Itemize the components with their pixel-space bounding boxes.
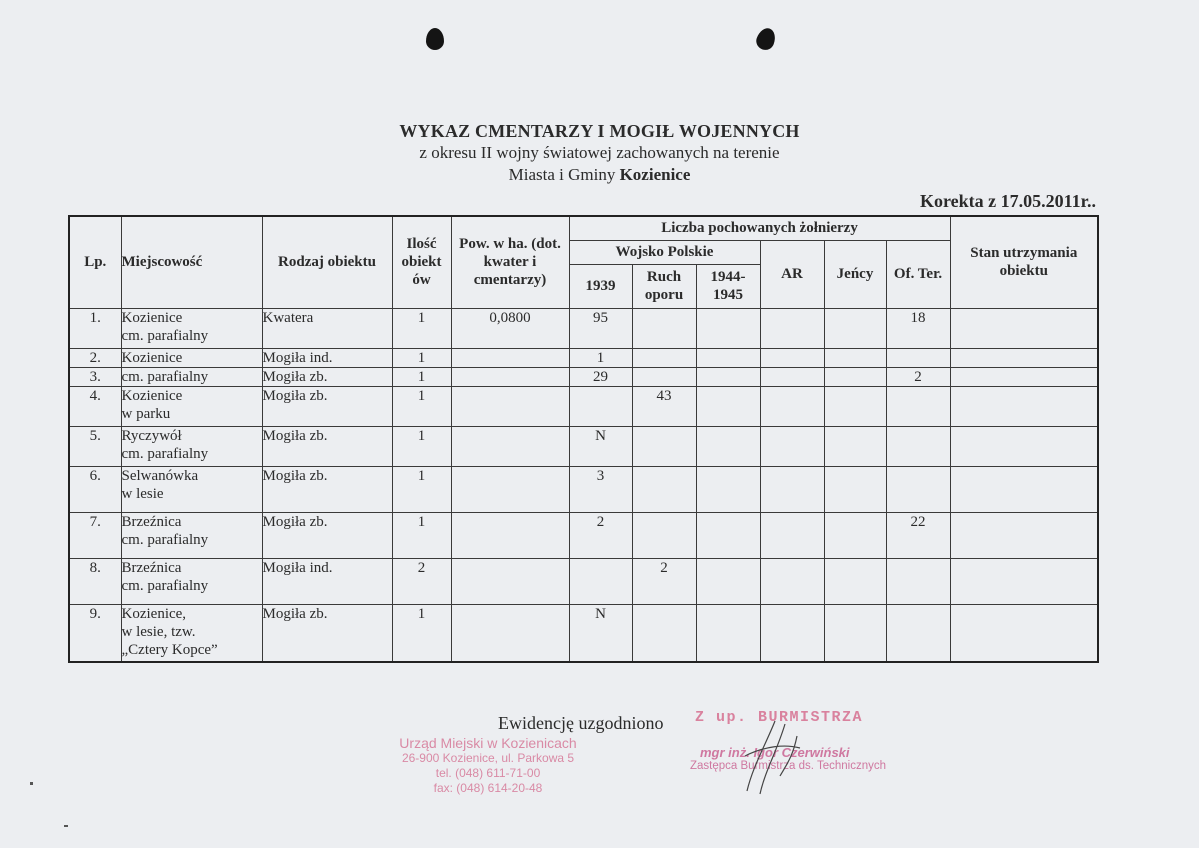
cell-qty: 2 bbox=[392, 558, 451, 604]
cell-lp: 4. bbox=[69, 386, 121, 426]
place-line: Selwanówka bbox=[121, 467, 199, 484]
cell-of-ter: 18 bbox=[886, 308, 950, 348]
cell-type: Mogiła zb. bbox=[262, 466, 392, 512]
cell-ruch-oporu bbox=[632, 426, 696, 466]
place-line: cm. parafialny bbox=[121, 577, 209, 594]
place-line: cm. parafialny bbox=[121, 531, 209, 548]
cell-ruch-oporu bbox=[632, 367, 696, 386]
cell-of-ter bbox=[886, 426, 950, 466]
cell-type: Mogiła ind. bbox=[262, 348, 392, 367]
document-title: WYKAZ CMENTARZY I MOGIŁ WOJENNYCH bbox=[399, 121, 800, 141]
place-line: Brzeźnica bbox=[121, 559, 182, 576]
header-jency: Jeńcy bbox=[824, 240, 886, 308]
place-line: Kozienice bbox=[121, 387, 183, 404]
punch-hole-right bbox=[754, 26, 778, 53]
cell-ruch-oporu: 2 bbox=[632, 558, 696, 604]
header-1939: 1939 bbox=[569, 264, 632, 308]
cell-1944 bbox=[696, 558, 760, 604]
cell-qty: 1 bbox=[392, 512, 451, 558]
cell-ruch-oporu: 43 bbox=[632, 386, 696, 426]
cell-of-ter: 22 bbox=[886, 512, 950, 558]
cell-lp: 5. bbox=[69, 426, 121, 466]
cell-ruch-oporu bbox=[632, 308, 696, 348]
document-location bbox=[0, 164, 1199, 186]
cell-jency bbox=[824, 466, 886, 512]
cell-lp: 8. bbox=[69, 558, 121, 604]
cell-ruch-oporu bbox=[632, 348, 696, 367]
office-stamp-line: tel. (048) 611-71-00 bbox=[435, 766, 541, 780]
office-stamp-line: fax: (048) 614-20-48 bbox=[433, 781, 543, 795]
header-pow: Pow. w ha. (dot. kwater i cmentarzy) bbox=[451, 216, 569, 308]
cell-jency bbox=[824, 558, 886, 604]
document-subtitle: z okresu II wojny światowej zachowanych na terenie bbox=[419, 143, 780, 162]
cell-lp: 9. bbox=[69, 604, 121, 662]
cell-1939: 3 bbox=[569, 466, 632, 512]
cell-qty: 1 bbox=[392, 367, 451, 386]
cell-1939: 2 bbox=[569, 512, 632, 558]
cell-lp: 2. bbox=[69, 348, 121, 367]
cell-1944 bbox=[696, 512, 760, 558]
cell-stan bbox=[950, 308, 1098, 348]
cell-1944 bbox=[696, 348, 760, 367]
cell-place bbox=[121, 466, 262, 512]
punch-hole-left bbox=[426, 28, 444, 50]
cell-ar bbox=[760, 558, 824, 604]
cell-type: Mogiła zb. bbox=[262, 386, 392, 426]
cell-type: Mogiła zb. bbox=[262, 512, 392, 558]
cell-stan bbox=[950, 367, 1098, 386]
cell-type: Kwatera bbox=[262, 308, 392, 348]
cell-1939: N bbox=[569, 426, 632, 466]
cell-of-ter bbox=[886, 604, 950, 662]
cell-qty: 1 bbox=[392, 386, 451, 426]
table-row bbox=[69, 558, 1098, 604]
cell-1939: 95 bbox=[569, 308, 632, 348]
place-line: cm. parafialny bbox=[121, 327, 209, 344]
signatory-name: mgr inż. Igor Czerwiński bbox=[700, 745, 850, 760]
place-line: Brzeźnica bbox=[121, 513, 182, 530]
cell-stan bbox=[950, 604, 1098, 662]
cell-area bbox=[451, 604, 569, 662]
cell-place bbox=[121, 604, 262, 662]
cell-of-ter: 2 bbox=[886, 367, 950, 386]
cell-area bbox=[451, 558, 569, 604]
agreed-text: Ewidencję uzgodniono bbox=[498, 713, 664, 733]
cell-qty: 1 bbox=[392, 466, 451, 512]
cell-ar bbox=[760, 426, 824, 466]
cell-lp: 1. bbox=[69, 308, 121, 348]
cell-ar bbox=[760, 604, 824, 662]
office-stamp-line: Urząd Miejski w Kozienicach bbox=[399, 735, 577, 751]
header-ar: AR bbox=[760, 240, 824, 308]
table-row bbox=[69, 348, 1098, 367]
header-stan: Stan utrzymania obiektu bbox=[950, 216, 1098, 308]
cell-ar bbox=[760, 466, 824, 512]
place-line: cm. parafialny bbox=[121, 368, 209, 385]
cell-ar bbox=[760, 348, 824, 367]
cell-of-ter bbox=[886, 348, 950, 367]
mayor-stamp: Z up. BURMISTRZA bbox=[695, 709, 864, 726]
cell-ar bbox=[760, 367, 824, 386]
scan-speck bbox=[64, 825, 68, 827]
cell-1939 bbox=[569, 558, 632, 604]
location-prefix: Miasta i Gminy bbox=[508, 165, 616, 184]
cell-jency bbox=[824, 604, 886, 662]
document-header bbox=[0, 120, 1199, 186]
cell-place bbox=[121, 426, 262, 466]
cell-jency bbox=[824, 308, 886, 348]
cemetery-table bbox=[68, 215, 1099, 663]
location-name: Kozienice bbox=[619, 165, 691, 184]
header-wojsko-polskie: Wojsko Polskie bbox=[569, 240, 760, 264]
cell-1944 bbox=[696, 308, 760, 348]
cell-place bbox=[121, 558, 262, 604]
table-row bbox=[69, 466, 1098, 512]
cell-qty: 1 bbox=[392, 604, 451, 662]
cell-qty: 1 bbox=[392, 308, 451, 348]
cell-area bbox=[451, 426, 569, 466]
place-line: w lesie bbox=[121, 485, 164, 502]
cell-area: 0,0800 bbox=[451, 308, 569, 348]
header-of-ter: Of. Ter. bbox=[886, 240, 950, 308]
cell-1944 bbox=[696, 466, 760, 512]
cell-of-ter bbox=[886, 466, 950, 512]
cell-area bbox=[451, 348, 569, 367]
table-row bbox=[69, 426, 1098, 466]
cell-jency bbox=[824, 367, 886, 386]
cell-lp: 6. bbox=[69, 466, 121, 512]
place-line: Kozienice bbox=[121, 349, 183, 366]
cell-type: Mogiła zb. bbox=[262, 426, 392, 466]
cell-1939: N bbox=[569, 604, 632, 662]
place-line: w lesie, tzw. bbox=[121, 623, 196, 640]
cell-1939: 29 bbox=[569, 367, 632, 386]
cell-1944 bbox=[696, 386, 760, 426]
cell-ruch-oporu bbox=[632, 466, 696, 512]
cell-1939 bbox=[569, 386, 632, 426]
table-row bbox=[69, 308, 1098, 348]
header-liczba: Liczba pochowanych żołnierzy bbox=[569, 216, 950, 240]
cell-ruch-oporu bbox=[632, 604, 696, 662]
cell-jency bbox=[824, 512, 886, 558]
place-line: w parku bbox=[121, 405, 171, 422]
cell-stan bbox=[950, 426, 1098, 466]
cell-place bbox=[121, 367, 262, 386]
cell-ar bbox=[760, 512, 824, 558]
cell-ruch-oporu bbox=[632, 512, 696, 558]
cell-ar bbox=[760, 386, 824, 426]
cell-area bbox=[451, 386, 569, 426]
header-rodzaj: Rodzaj obiektu bbox=[262, 216, 392, 308]
table-row bbox=[69, 367, 1098, 386]
cell-area bbox=[451, 512, 569, 558]
header-lp: Lp. bbox=[69, 216, 121, 308]
cell-lp: 7. bbox=[69, 512, 121, 558]
cell-jency bbox=[824, 426, 886, 466]
handwritten-signature bbox=[735, 716, 805, 796]
table-row bbox=[69, 604, 1098, 662]
cell-place bbox=[121, 348, 262, 367]
cell-area bbox=[451, 466, 569, 512]
cell-place bbox=[121, 308, 262, 348]
signatory-role: Zastępca Burmistrza ds. Technicznych bbox=[690, 760, 887, 772]
cell-1944 bbox=[696, 604, 760, 662]
cell-1944 bbox=[696, 367, 760, 386]
table-row bbox=[69, 386, 1098, 426]
cell-qty: 1 bbox=[392, 348, 451, 367]
header-1944: 1944-1945 bbox=[696, 264, 760, 308]
cell-ar bbox=[760, 308, 824, 348]
cell-stan bbox=[950, 386, 1098, 426]
cell-type: Mogiła zb. bbox=[262, 367, 392, 386]
cell-lp: 3. bbox=[69, 367, 121, 386]
scan-speck bbox=[30, 782, 33, 785]
header-ilosc: Ilość obiekt ów bbox=[392, 216, 451, 308]
cell-area bbox=[451, 367, 569, 386]
cell-1939: 1 bbox=[569, 348, 632, 367]
header-miejscowosc: Miejscowość bbox=[121, 216, 262, 308]
cell-jency bbox=[824, 386, 886, 426]
table-row bbox=[69, 512, 1098, 558]
place-line: Kozienice, bbox=[121, 605, 187, 622]
correction-date: Korekta z 17.05.2011r.. bbox=[920, 191, 1096, 211]
cell-jency bbox=[824, 348, 886, 367]
cell-of-ter bbox=[886, 558, 950, 604]
cell-stan bbox=[950, 348, 1098, 367]
cell-qty: 1 bbox=[392, 426, 451, 466]
cell-stan bbox=[950, 512, 1098, 558]
office-stamp bbox=[388, 736, 588, 796]
cell-stan bbox=[950, 466, 1098, 512]
cell-1944 bbox=[696, 426, 760, 466]
header-ruch-oporu: Ruch oporu bbox=[632, 264, 696, 308]
place-line: „Cztery Kopce” bbox=[121, 641, 218, 658]
cell-type: Mogiła ind. bbox=[262, 558, 392, 604]
cell-place bbox=[121, 512, 262, 558]
place-line: Ryczywół bbox=[121, 427, 182, 444]
cell-stan bbox=[950, 558, 1098, 604]
cell-type: Mogiła zb. bbox=[262, 604, 392, 662]
office-stamp-line: 26-900 Kozienice, ul. Parkowa 5 bbox=[401, 751, 575, 765]
cell-of-ter bbox=[886, 386, 950, 426]
cell-place bbox=[121, 386, 262, 426]
place-line: Kozienice bbox=[121, 309, 183, 326]
place-line: cm. parafialny bbox=[121, 445, 209, 462]
